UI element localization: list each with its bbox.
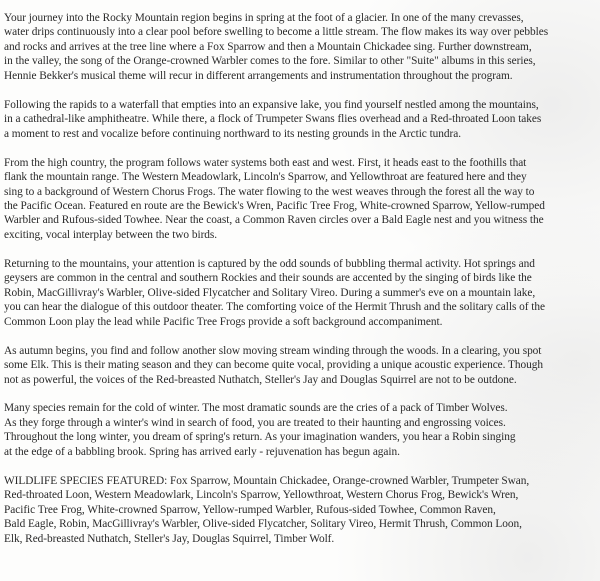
paragraph-autumn-elk: As autumn begins, you find and follow another slow moving stream winding through the woods. In a clearing, you spot some Elk. This is their mating season and they can become quite vocal, providing a unique acoustic experience. Though not as powerful, the voices of the Red-breasted Nuthatch, Steller's Jay and Douglas Squirrel are not to be outdone.	[4, 344, 544, 386]
paragraph-waterfall-lake: Following the rapids to a waterfall that empties into an expansive lake, you find yourself nestled among the mountains, in a cathedral-like amphitheatre. While there, a flock of Trumpeter Swans flies overhead and a Red-throated Loon takes a moment to rest and vocalize before continuing northward to its nesting grounds in the Arctic tundra.	[4, 98, 542, 140]
paragraph-east-west-waters: From the high country, the program follows water systems both east and west. First, it heads east to the foothills that flank the mountain range. The Western Meadowlark, Lincoln's Sparrow, and Yellowthroat are featured here and they sing to a background of Western Chorus Frogs. The water flowing to the west weaves through the forest all the way to the Pacific Ocean. Featured en route are the Bewick's Wren, Pacific Tree Frog, White-crowned Sparrow, Yellow-rumped Warbler and Rufous-sided Towhee. Near the coast, a Common Raven circles over a Bald Eagle nest and you witness the exciting, vocal interplay between the two birds.	[4, 156, 545, 241]
liner-notes-text	[4, 11, 596, 546]
paragraph-spring-glacier: Your journey into the Rocky Mountain region begins in spring at the foot of a glacier. In one of the many crevasses, water drips continuously into a clear pool before swelling to become a little stream. The flow makes its way over pebbles and rocks and arrives at the tree line where a Fox Sparrow and then a Mountain Chickadee sing. Further downstream, in the valley, the song of the Orange-crowned Warbler comes to the fore. Similar to other "Suite" albums in this series, Hennie Bekker's musical theme will recur in different arrangements and instrumentation throughout the program.	[4, 12, 549, 82]
paragraph-species-featured: WILDLIFE SPECIES FEATURED: Fox Sparrow, Mountain Chickadee, Orange-crowned Warbler, Trumpeter Swan, Red-throated Loon, Western Meadowlark, Lincoln's Sparrow, Yellowthroat, Western Chorus Frog, Bewick's Wren, Pacific Tree Frog, White-crowned Sparrow, Yellow-rumped Warbler, Rufous-sided Towhee, Common Raven, Bald Eagle, Robin, MacGillivray's Warbler, Olive-sided Flycatcher, Solitary Vireo, Hermit Thrush, Common Loon, Elk, Red-breasted Nuthatch, Steller's Jay, Douglas Squirrel, Timber Wolf.	[4, 474, 530, 545]
paragraph-thermal-summer: Returning to the mountains, your attention is captured by the odd sounds of bubbling thermal activity. Hot springs and geysers are common in the central and southern Rockies and their sounds are accented by the singing of birds like the Robin, MacGillivray's Warbler, Olive-sided Flycatcher and Solitary Vireo. During a summer's eve on a mountain lake, you can hear the dialogue of this outdoor theater. The comforting voice of the Hermit Thrush and the solitary calls of the Common Loon play the lead while Pacific Tree Frogs provide a soft background accompaniment.	[4, 257, 545, 328]
paragraph-winter-wolves: Many species remain for the cold of winter. The most dramatic sounds are the cries of a pack of Timber Wolves. As they forge through a winter's wind in search of food, you are treated to their haunting and engrossing voices. Throughout the long winter, you dream of spring's return. As your imagination wanders, you hear a Robin singing at the edge of a babbling brook. Spring has arrived early - rejuvenation has begun again.	[4, 402, 516, 458]
